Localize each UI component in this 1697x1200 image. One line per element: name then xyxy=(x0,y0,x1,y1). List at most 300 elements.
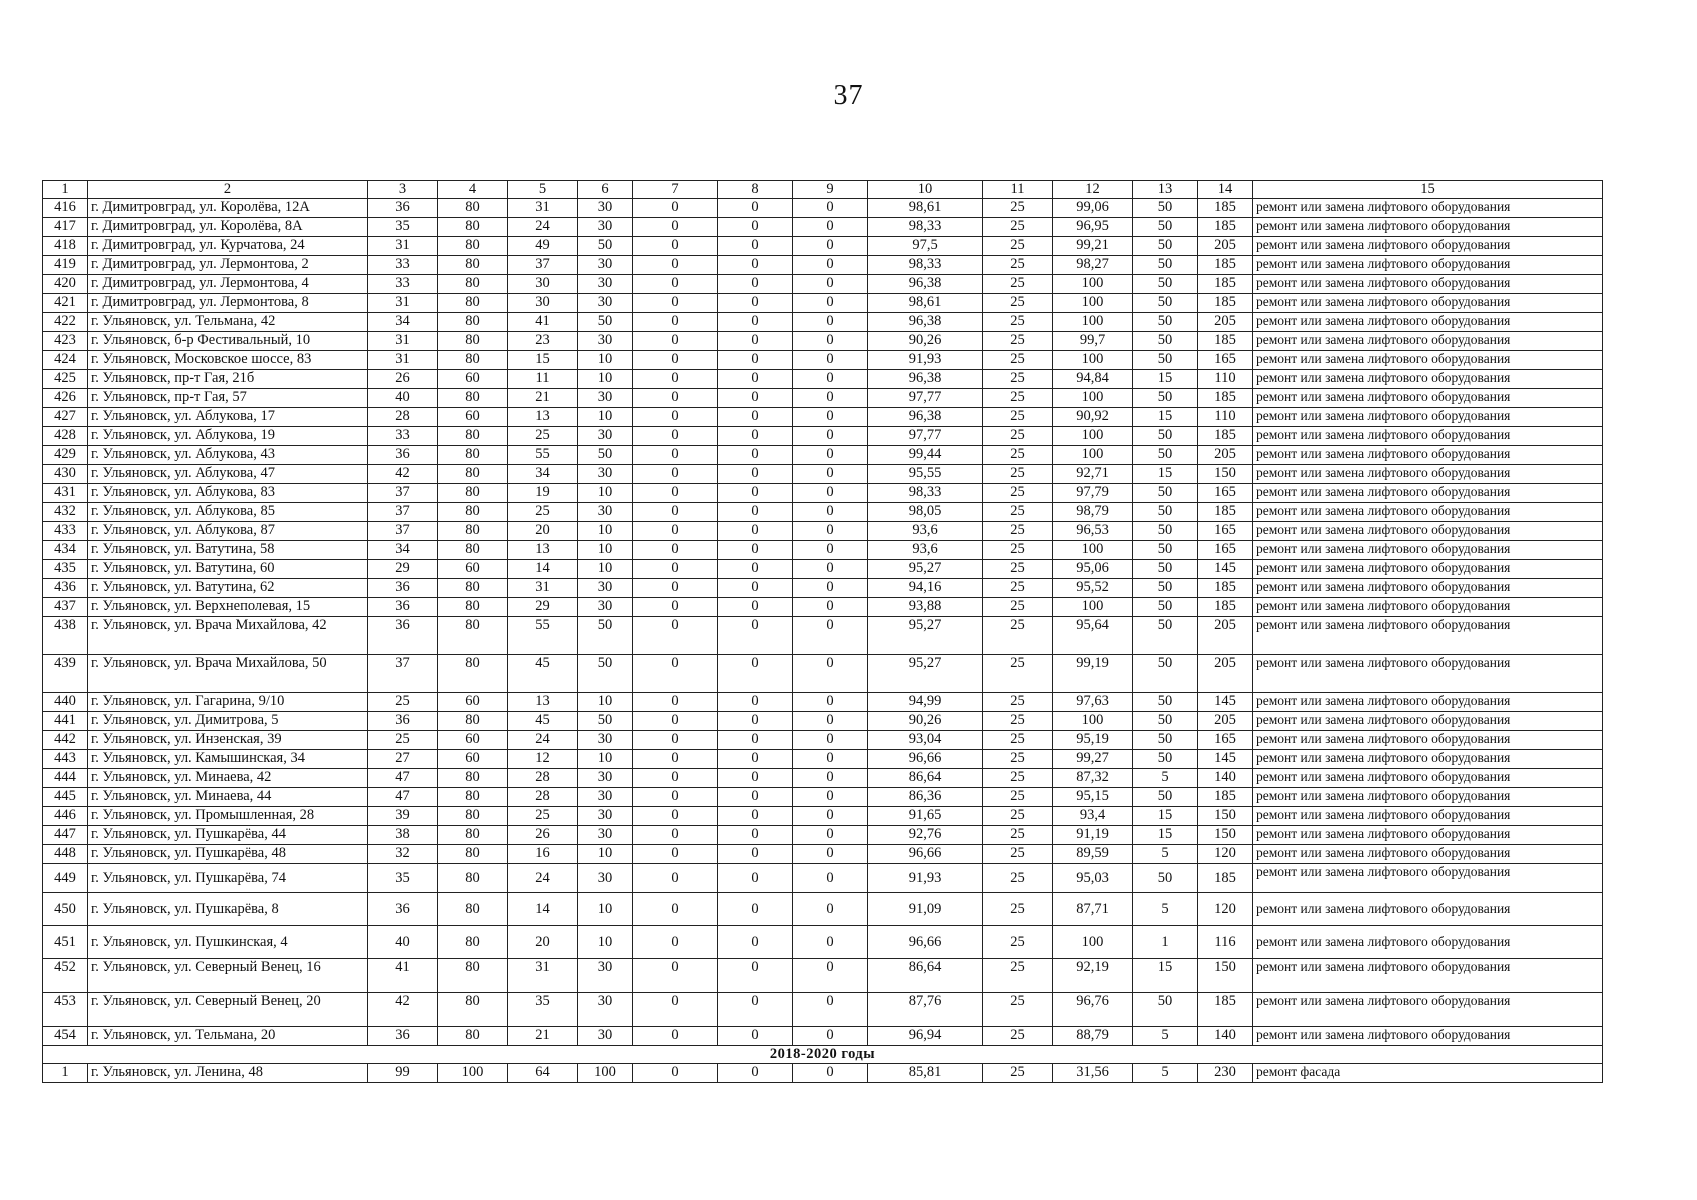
table-cell: 34 xyxy=(508,465,578,484)
table-cell: 0 xyxy=(793,750,868,769)
table-row xyxy=(43,408,1603,427)
table-cell: 50 xyxy=(1133,313,1198,332)
table-cell: 0 xyxy=(793,332,868,351)
table-cell: 185 xyxy=(1198,332,1253,351)
table-cell: 165 xyxy=(1198,731,1253,750)
table-cell: 13 xyxy=(508,541,578,560)
table-cell: 100 xyxy=(1053,389,1133,408)
table-cell: 0 xyxy=(793,541,868,560)
section-title: 2018-2020 годы xyxy=(43,1046,1603,1064)
table-cell: 0 xyxy=(793,712,868,731)
table-cell: 80 xyxy=(438,294,508,313)
table-cell: 50 xyxy=(1133,332,1198,351)
table-cell: 10 xyxy=(578,408,633,427)
table-cell: 416 xyxy=(43,199,88,218)
table-cell: ремонт или замена лифтового оборудования xyxy=(1253,993,1603,1027)
column-number: 3 xyxy=(368,181,438,199)
table-cell: 99,06 xyxy=(1053,199,1133,218)
table-row xyxy=(43,788,1603,807)
table-cell: 36 xyxy=(368,579,438,598)
table-row xyxy=(43,750,1603,769)
table-cell: 25 xyxy=(983,351,1053,370)
table-cell: 80 xyxy=(438,579,508,598)
table-cell: г. Ульяновск, ул. Аблукова, 47 xyxy=(88,465,368,484)
table-cell: 96,66 xyxy=(868,750,983,769)
table-cell: 93,04 xyxy=(868,731,983,750)
table-cell: 94,16 xyxy=(868,579,983,598)
table-cell: 0 xyxy=(633,560,718,579)
table-cell: 92,71 xyxy=(1053,465,1133,484)
table-row xyxy=(43,237,1603,256)
table-cell: 185 xyxy=(1198,579,1253,598)
table-cell: 435 xyxy=(43,560,88,579)
table-row xyxy=(43,218,1603,237)
table-cell: 0 xyxy=(718,446,793,465)
table-cell: 0 xyxy=(718,617,793,655)
table-cell: 45 xyxy=(508,712,578,731)
table-cell: 420 xyxy=(43,275,88,294)
table-cell: 91,09 xyxy=(868,893,983,926)
table-cell: 0 xyxy=(793,959,868,993)
table-row xyxy=(43,427,1603,446)
table-cell: 120 xyxy=(1198,845,1253,864)
table-cell: 0 xyxy=(633,218,718,237)
table-cell: 436 xyxy=(43,579,88,598)
table-cell: 30 xyxy=(578,256,633,275)
table-cell: 21 xyxy=(508,389,578,408)
table-cell: 30 xyxy=(578,769,633,788)
table-cell: г. Ульяновск, ул. Димитрова, 5 xyxy=(88,712,368,731)
table-cell: 10 xyxy=(578,693,633,712)
table-cell: 0 xyxy=(793,845,868,864)
table-cell: 0 xyxy=(718,332,793,351)
table-cell: 5 xyxy=(1133,1064,1198,1083)
table-cell: 25 xyxy=(508,807,578,826)
table-cell: 25 xyxy=(983,693,1053,712)
column-number: 2 xyxy=(88,181,368,199)
table-cell: 429 xyxy=(43,446,88,465)
table-cell: 80 xyxy=(438,864,508,893)
table-cell: 0 xyxy=(718,256,793,275)
table-cell: 96,53 xyxy=(1053,522,1133,541)
table-cell: ремонт или замена лифтового оборудования xyxy=(1253,959,1603,993)
table-cell: 99,27 xyxy=(1053,750,1133,769)
table-cell: 0 xyxy=(633,522,718,541)
table-cell: 10 xyxy=(578,370,633,389)
table-cell: 417 xyxy=(43,218,88,237)
table-cell: 5 xyxy=(1133,1027,1198,1046)
table-cell: 0 xyxy=(718,370,793,389)
table-cell: 0 xyxy=(633,864,718,893)
table-cell: 100 xyxy=(1053,712,1133,731)
table-cell: 185 xyxy=(1198,598,1253,617)
table-cell: 30 xyxy=(508,294,578,313)
table-cell: 96,95 xyxy=(1053,218,1133,237)
table-cell: 0 xyxy=(718,541,793,560)
table-cell: 49 xyxy=(508,237,578,256)
table-cell: 36 xyxy=(368,1027,438,1046)
table-cell: 26 xyxy=(368,370,438,389)
table-cell: 50 xyxy=(1133,750,1198,769)
table-cell: 25 xyxy=(983,446,1053,465)
table-cell: г. Ульяновск, ул. Ленина, 48 xyxy=(88,1064,368,1083)
table-cell: 34 xyxy=(368,541,438,560)
table-row xyxy=(43,598,1603,617)
table-row xyxy=(43,332,1603,351)
table-cell: 15 xyxy=(1133,807,1198,826)
table-cell: 10 xyxy=(578,351,633,370)
table-cell: 0 xyxy=(793,275,868,294)
table-cell: 95,27 xyxy=(868,560,983,579)
table-cell: г. Ульяновск, ул. Гагарина, 9/10 xyxy=(88,693,368,712)
table-cell: 30 xyxy=(578,864,633,893)
table-cell: 41 xyxy=(508,313,578,332)
table-cell: 20 xyxy=(508,926,578,959)
table-cell: 95,06 xyxy=(1053,560,1133,579)
column-number: 8 xyxy=(718,181,793,199)
table-cell: 37 xyxy=(368,655,438,693)
table-cell: 31 xyxy=(368,294,438,313)
table-row xyxy=(43,826,1603,845)
table-cell: ремонт или замена лифтового оборудования xyxy=(1253,541,1603,560)
table-cell: 50 xyxy=(1133,598,1198,617)
table-cell: 30 xyxy=(578,275,633,294)
table-cell: г. Димитровград, ул. Королёва, 8А xyxy=(88,218,368,237)
table-cell: 0 xyxy=(633,446,718,465)
table-cell: 0 xyxy=(718,845,793,864)
table-cell: 116 xyxy=(1198,926,1253,959)
column-number: 13 xyxy=(1133,181,1198,199)
table-cell: 185 xyxy=(1198,294,1253,313)
table-cell: 30 xyxy=(578,598,633,617)
table-cell: 37 xyxy=(368,484,438,503)
table-cell: 30 xyxy=(578,332,633,351)
table-cell: г. Ульяновск, ул. Аблукова, 17 xyxy=(88,408,368,427)
table-row xyxy=(43,807,1603,826)
table-cell: 96,66 xyxy=(868,926,983,959)
table-cell: 25 xyxy=(983,427,1053,446)
table-cell: 0 xyxy=(718,465,793,484)
table-cell: г. Ульяновск, ул. Пушкинская, 4 xyxy=(88,926,368,959)
table-cell: 34 xyxy=(368,313,438,332)
table-cell: 205 xyxy=(1198,655,1253,693)
table-cell: 25 xyxy=(983,845,1053,864)
table-cell: 47 xyxy=(368,788,438,807)
table-cell: 13 xyxy=(508,408,578,427)
table-cell: 150 xyxy=(1198,465,1253,484)
table-cell: 433 xyxy=(43,522,88,541)
table-cell: 0 xyxy=(793,926,868,959)
table-cell: 10 xyxy=(578,560,633,579)
table-cell: 423 xyxy=(43,332,88,351)
table-cell: 0 xyxy=(793,693,868,712)
table-cell: ремонт или замена лифтового оборудования xyxy=(1253,427,1603,446)
table-cell: 0 xyxy=(633,484,718,503)
table-cell: 0 xyxy=(793,446,868,465)
table-row xyxy=(43,560,1603,579)
table-cell: 89,59 xyxy=(1053,845,1133,864)
table-cell: 35 xyxy=(508,993,578,1027)
table-row xyxy=(43,693,1603,712)
table-cell: 165 xyxy=(1198,541,1253,560)
table-cell: 0 xyxy=(793,769,868,788)
table-cell: ремонт или замена лифтового оборудования xyxy=(1253,199,1603,218)
table-cell: 185 xyxy=(1198,503,1253,522)
table-cell: 95,27 xyxy=(868,617,983,655)
table-cell: 88,79 xyxy=(1053,1027,1133,1046)
table-cell: 30 xyxy=(578,389,633,408)
table-cell: 25 xyxy=(983,993,1053,1027)
table-cell: 0 xyxy=(633,237,718,256)
table-cell: 10 xyxy=(578,893,633,926)
table-cell: 230 xyxy=(1198,1064,1253,1083)
table-cell: 25 xyxy=(983,750,1053,769)
table-cell: 0 xyxy=(633,465,718,484)
table-cell: 80 xyxy=(438,617,508,655)
table-cell: 421 xyxy=(43,294,88,313)
table-cell: г. Ульяновск, ул. Верхнеполевая, 15 xyxy=(88,598,368,617)
table-row xyxy=(43,446,1603,465)
table-cell: 21 xyxy=(508,1027,578,1046)
table-cell: 185 xyxy=(1198,389,1253,408)
table-cell: 0 xyxy=(633,826,718,845)
table-cell: 50 xyxy=(1133,389,1198,408)
table-cell: 100 xyxy=(1053,541,1133,560)
table-cell: 0 xyxy=(793,351,868,370)
table-cell: 185 xyxy=(1198,199,1253,218)
table-cell: 0 xyxy=(633,926,718,959)
table-cell: 50 xyxy=(1133,655,1198,693)
table-cell: 25 xyxy=(983,389,1053,408)
table-cell: 33 xyxy=(368,427,438,446)
table-cell: г. Димитровград, ул. Лермонтова, 4 xyxy=(88,275,368,294)
table-cell: 0 xyxy=(633,408,718,427)
table-cell: 25 xyxy=(983,1064,1053,1083)
table-cell: 98,05 xyxy=(868,503,983,522)
table-cell: 25 xyxy=(983,598,1053,617)
table-cell: 98,79 xyxy=(1053,503,1133,522)
table-cell: 442 xyxy=(43,731,88,750)
table-cell: 40 xyxy=(368,926,438,959)
table-cell: 25 xyxy=(368,693,438,712)
table-cell: 0 xyxy=(633,351,718,370)
table-cell: г. Димитровград, ул. Лермонтова, 8 xyxy=(88,294,368,313)
table-cell: 31 xyxy=(368,237,438,256)
table-cell: 99 xyxy=(368,1064,438,1083)
table-cell: 0 xyxy=(718,598,793,617)
table-cell: 438 xyxy=(43,617,88,655)
column-number: 5 xyxy=(508,181,578,199)
table-cell: 0 xyxy=(718,313,793,332)
table-cell: 97,77 xyxy=(868,389,983,408)
table-cell: г. Ульяновск, Московское шоссе, 83 xyxy=(88,351,368,370)
table-cell: 0 xyxy=(633,370,718,389)
table-cell: 10 xyxy=(578,484,633,503)
table-row xyxy=(43,294,1603,313)
table-cell: 45 xyxy=(508,655,578,693)
table-cell: 30 xyxy=(578,503,633,522)
table-cell: 0 xyxy=(633,769,718,788)
table-cell: 25 xyxy=(983,826,1053,845)
table-cell: 100 xyxy=(438,1064,508,1083)
table-cell: 0 xyxy=(633,845,718,864)
table-cell: ремонт или замена лифтового оборудования xyxy=(1253,769,1603,788)
table-cell: 25 xyxy=(983,522,1053,541)
table-cell: 25 xyxy=(983,655,1053,693)
table-cell: ремонт или замена лифтового оборудования xyxy=(1253,893,1603,926)
table-cell: ремонт или замена лифтового оборудования xyxy=(1253,389,1603,408)
table-cell: 100 xyxy=(1053,598,1133,617)
table-cell: 0 xyxy=(793,465,868,484)
table-cell: 96,38 xyxy=(868,313,983,332)
table-cell: 0 xyxy=(718,926,793,959)
table-cell: 25 xyxy=(983,807,1053,826)
table-cell: 0 xyxy=(718,731,793,750)
table-cell: ремонт или замена лифтового оборудования xyxy=(1253,712,1603,731)
table-cell: 25 xyxy=(983,541,1053,560)
table-cell: 25 xyxy=(983,199,1053,218)
column-number: 4 xyxy=(438,181,508,199)
table-cell: ремонт или замена лифтового оборудования xyxy=(1253,484,1603,503)
table-cell: 31,56 xyxy=(1053,1064,1133,1083)
table-cell: 80 xyxy=(438,1027,508,1046)
table-cell: 98,61 xyxy=(868,294,983,313)
table-cell: г. Ульяновск, ул. Аблукова, 19 xyxy=(88,427,368,446)
table-cell: 30 xyxy=(578,218,633,237)
table-cell: 60 xyxy=(438,731,508,750)
table-cell: 0 xyxy=(793,503,868,522)
table-cell: 80 xyxy=(438,655,508,693)
table-cell: 50 xyxy=(1133,294,1198,313)
table-cell: 25 xyxy=(983,484,1053,503)
table-cell: 422 xyxy=(43,313,88,332)
table-cell: 0 xyxy=(718,864,793,893)
table-row xyxy=(43,993,1603,1027)
table-cell: 0 xyxy=(718,522,793,541)
table-cell: 10 xyxy=(578,750,633,769)
table-cell: 98,33 xyxy=(868,218,983,237)
table-cell: 205 xyxy=(1198,617,1253,655)
table-cell: 95,52 xyxy=(1053,579,1133,598)
table-cell: 91,93 xyxy=(868,864,983,893)
table-cell: 37 xyxy=(368,503,438,522)
table-cell: 30 xyxy=(578,465,633,484)
table-cell: 0 xyxy=(633,332,718,351)
table-row xyxy=(43,313,1603,332)
table-cell: 0 xyxy=(633,712,718,731)
table-cell: 0 xyxy=(718,275,793,294)
table-cell: 29 xyxy=(368,560,438,579)
table-cell: ремонт или замена лифтового оборудования xyxy=(1253,807,1603,826)
table-cell: 110 xyxy=(1198,408,1253,427)
table-cell: 446 xyxy=(43,807,88,826)
table-cell: ремонт или замена лифтового оборудования xyxy=(1253,731,1603,750)
table-cell: 95,03 xyxy=(1053,864,1133,893)
table-cell: г. Ульяновск, ул. Минаева, 42 xyxy=(88,769,368,788)
table-cell: г. Ульяновск, ул. Северный Венец, 20 xyxy=(88,993,368,1027)
table-cell: 50 xyxy=(1133,351,1198,370)
table-cell: 185 xyxy=(1198,275,1253,294)
table-cell: 80 xyxy=(438,826,508,845)
table-cell: 10 xyxy=(578,845,633,864)
table-cell: 0 xyxy=(793,788,868,807)
table-cell: 419 xyxy=(43,256,88,275)
table-cell: 0 xyxy=(718,826,793,845)
table-cell: 150 xyxy=(1198,959,1253,993)
table-cell: 80 xyxy=(438,446,508,465)
table-cell: 0 xyxy=(633,579,718,598)
table-cell: 80 xyxy=(438,788,508,807)
table-cell: 96,38 xyxy=(868,275,983,294)
table-cell: 92,76 xyxy=(868,826,983,845)
table-cell: 445 xyxy=(43,788,88,807)
table-cell: 10 xyxy=(578,541,633,560)
table-cell: 42 xyxy=(368,993,438,1027)
table-cell: 50 xyxy=(1133,731,1198,750)
table-cell: ремонт фасада xyxy=(1253,1064,1603,1083)
table-cell: 205 xyxy=(1198,237,1253,256)
table-cell: 0 xyxy=(718,389,793,408)
table-cell: 185 xyxy=(1198,427,1253,446)
table-cell: 440 xyxy=(43,693,88,712)
table-cell: 80 xyxy=(438,893,508,926)
table-cell: 0 xyxy=(633,693,718,712)
table-cell: 25 xyxy=(983,237,1053,256)
table-cell: 0 xyxy=(793,826,868,845)
table-cell: ремонт или замена лифтового оборудования xyxy=(1253,926,1603,959)
table-cell: 100 xyxy=(1053,926,1133,959)
table-cell: 448 xyxy=(43,845,88,864)
table-cell: 0 xyxy=(633,1027,718,1046)
table-cell: г. Ульяновск, ул. Пушкарёва, 8 xyxy=(88,893,368,926)
table-cell: 5 xyxy=(1133,769,1198,788)
table-cell: 15 xyxy=(1133,408,1198,427)
table-cell: 50 xyxy=(578,655,633,693)
table-cell: 0 xyxy=(793,427,868,446)
table-cell: 100 xyxy=(1053,275,1133,294)
table-cell: 150 xyxy=(1198,826,1253,845)
table-cell: 447 xyxy=(43,826,88,845)
table-cell: 185 xyxy=(1198,993,1253,1027)
table-cell: 10 xyxy=(578,522,633,541)
table-row xyxy=(43,370,1603,389)
table-cell: 0 xyxy=(633,313,718,332)
table-cell: 426 xyxy=(43,389,88,408)
table-cell: 427 xyxy=(43,408,88,427)
table-cell: г. Ульяновск, ул. Пушкарёва, 44 xyxy=(88,826,368,845)
table-cell: 454 xyxy=(43,1027,88,1046)
table-cell: 50 xyxy=(1133,218,1198,237)
table-cell: 50 xyxy=(1133,503,1198,522)
table-cell: 25 xyxy=(983,926,1053,959)
table-cell: 120 xyxy=(1198,893,1253,926)
table-cell: 91,19 xyxy=(1053,826,1133,845)
table-cell: 99,21 xyxy=(1053,237,1133,256)
table-cell: 26 xyxy=(508,826,578,845)
data-table xyxy=(42,180,1603,1083)
table-cell: ремонт или замена лифтового оборудования xyxy=(1253,845,1603,864)
table-cell: г. Димитровград, ул. Курчатова, 24 xyxy=(88,237,368,256)
table-cell: 30 xyxy=(578,826,633,845)
table-cell: 36 xyxy=(368,617,438,655)
table-cell: 0 xyxy=(718,579,793,598)
table-cell: 19 xyxy=(508,484,578,503)
table-cell: 0 xyxy=(793,807,868,826)
table-cell: 0 xyxy=(633,503,718,522)
table-cell: 37 xyxy=(368,522,438,541)
table-cell: 110 xyxy=(1198,370,1253,389)
table-cell: 0 xyxy=(718,693,793,712)
